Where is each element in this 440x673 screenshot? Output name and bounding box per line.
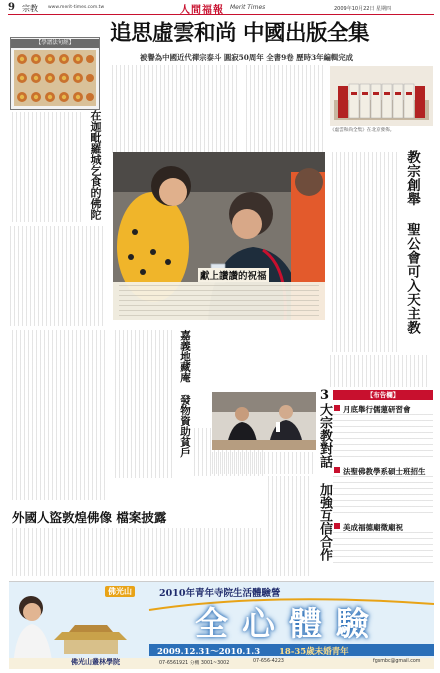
dunhuang-article-body bbox=[10, 330, 108, 500]
issue-date: 2009年10月22日 星期四 bbox=[334, 6, 392, 12]
masthead-en: Merit Times bbox=[230, 4, 266, 11]
banner-org: 佛光山 bbox=[105, 586, 135, 597]
books-illustration bbox=[330, 66, 433, 126]
notice-title-3: 美成福德廟徵廟祝 bbox=[343, 523, 403, 532]
notice-title-2: 法聖佛教學系碩士班招生 bbox=[343, 467, 426, 476]
notice-bullet-2 bbox=[334, 467, 340, 473]
main-photo-caption-text bbox=[119, 285, 319, 317]
section-label: 宗教 bbox=[22, 4, 38, 13]
headline-subtitle: 被譽為中國近代禪宗泰斗 圓寂50周年 全書9卷 歷時3年編輯完成 bbox=[140, 53, 354, 62]
banner-school: 佛光山叢林學院 bbox=[71, 657, 120, 666]
banner-ages: 18-35歲未婚青年 bbox=[279, 647, 349, 657]
left-article-title: 在迦毗羅城乞食的佛陀 bbox=[89, 110, 102, 220]
middle-article-left bbox=[113, 330, 175, 478]
right-headline: 教宗創舉 聖公會可入天主教 bbox=[404, 150, 420, 335]
dunhuang-headline: 外國人盜敦煌佛像 檔案披露 bbox=[12, 510, 167, 525]
header-bar bbox=[8, 3, 434, 15]
dunhuang-article-body-2 bbox=[10, 528, 264, 576]
banner-big-text: 全心體驗 bbox=[195, 604, 383, 643]
column-box bbox=[10, 37, 100, 110]
banner-phone-2: 07-656-4223 bbox=[253, 659, 284, 664]
site-url[interactable]: www.merit-times.com.tw bbox=[48, 5, 105, 10]
banner-email[interactable]: fgsmbc@gmail.com bbox=[373, 659, 421, 664]
notice-tag: 【布告欄】 bbox=[333, 390, 433, 400]
page-number: 9 bbox=[8, 2, 15, 13]
left-article-body-2 bbox=[10, 226, 106, 326]
column-tag: 【學譜法句經】 bbox=[11, 39, 99, 48]
meeting-photo bbox=[212, 392, 316, 450]
notice-title-1: 月底舉行儒蓮研習會 bbox=[343, 405, 411, 414]
right-article-body-2 bbox=[330, 355, 430, 387]
banner-phone-1: 07-6561921 分機 3001~3002 bbox=[159, 661, 230, 666]
masthead-logo: 人間福報 bbox=[180, 5, 224, 16]
headline-title: 追思虛雲和尚 中國出版全集 bbox=[110, 21, 369, 46]
lead-article-body-2 bbox=[244, 65, 326, 153]
banner-title: 2010年青年寺院生活體驗營 bbox=[159, 588, 281, 599]
banner-dates: 2009.12.31～2010.1.3 bbox=[157, 647, 261, 657]
right-article-body bbox=[330, 152, 400, 352]
dialogue-body bbox=[268, 476, 312, 576]
middle-headline: 嘉義地藏庵 發物資助貧戶 bbox=[179, 330, 191, 458]
books-photo bbox=[330, 66, 433, 126]
dialogue-headline: 3大宗教對話 加強互信合作 bbox=[317, 388, 332, 561]
meeting-illustration bbox=[212, 392, 316, 450]
notice-bullet-1 bbox=[334, 405, 340, 411]
notice-bullet-3 bbox=[334, 523, 340, 529]
books-caption: 《虛雲和尚全集》在北京發佈。 bbox=[330, 128, 395, 133]
buddha-images bbox=[14, 50, 96, 106]
main-photo bbox=[113, 152, 325, 320]
notice-body-1 bbox=[333, 414, 433, 462]
lead-article-body bbox=[112, 65, 240, 153]
left-article-body bbox=[10, 112, 84, 222]
notice-body-2 bbox=[333, 476, 433, 518]
camp-banner[interactable] bbox=[9, 581, 434, 669]
notice-board bbox=[333, 390, 433, 576]
main-photo-title: 獻上讚讚的祝福 bbox=[198, 268, 269, 282]
meeting-caption bbox=[212, 452, 316, 474]
notice-body-3 bbox=[333, 532, 433, 568]
